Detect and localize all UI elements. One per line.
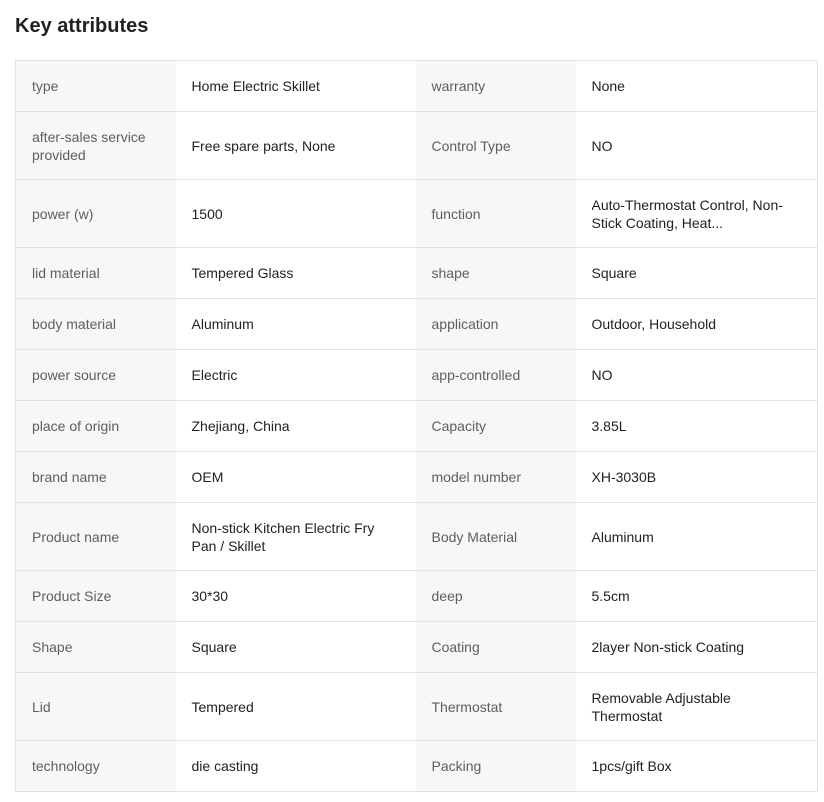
attribute-name: shape	[416, 248, 576, 299]
attribute-name: Lid	[16, 673, 176, 741]
table-row	[16, 180, 818, 248]
attribute-name: model number	[416, 452, 576, 503]
attribute-value: Tempered Glass	[176, 248, 416, 299]
attribute-name: power (w)	[16, 180, 176, 248]
table-row	[16, 503, 818, 571]
attribute-name: brand name	[16, 452, 176, 503]
table-row	[16, 112, 818, 180]
attribute-value: Tempered	[176, 673, 416, 741]
attribute-name: application	[416, 299, 576, 350]
attribute-name: deep	[416, 571, 576, 622]
attribute-value: 3.85L	[576, 401, 818, 452]
attribute-name: Control Type	[416, 112, 576, 180]
attribute-name: Coating	[416, 622, 576, 673]
attribute-value	[576, 180, 818, 248]
section-title: Key attributes	[15, 15, 149, 37]
attribute-value: OEM	[176, 452, 416, 503]
table-row	[16, 571, 818, 622]
attribute-name: Shape	[16, 622, 176, 673]
attribute-value: 30*30	[176, 571, 416, 622]
attribute-name: app-controlled	[416, 350, 576, 401]
attribute-value: None	[576, 61, 818, 112]
attribute-value: NO	[576, 350, 818, 401]
attribute-value: 1500	[176, 180, 416, 248]
attribute-name: Product Size	[16, 571, 176, 622]
table-row	[16, 61, 818, 112]
attribute-name: Body Material	[416, 503, 576, 571]
attribute-value: Free spare parts, None	[176, 112, 416, 180]
attribute-name: power source	[16, 350, 176, 401]
attribute-value: Square	[176, 622, 416, 673]
table-row	[16, 350, 818, 401]
attribute-value: Home Electric Skillet	[176, 61, 416, 112]
attribute-name: type	[16, 61, 176, 112]
key-attributes-table	[15, 60, 818, 792]
table-row	[16, 673, 818, 741]
attribute-value-text: Auto-Thermostat Control, Non-Stick Coating, Heat...	[591, 196, 783, 231]
table-row	[16, 401, 818, 452]
table-row	[16, 248, 818, 299]
attribute-value: die casting	[176, 741, 416, 792]
attribute-value: Zhejiang, China	[176, 401, 416, 452]
table-row	[16, 299, 818, 350]
attribute-name: function	[416, 180, 576, 248]
attribute-value: Square	[576, 248, 818, 299]
attribute-name: Packing	[416, 741, 576, 792]
attribute-value: Outdoor, Household	[576, 299, 818, 350]
attribute-name: lid material	[16, 248, 176, 299]
attribute-name: technology	[16, 741, 176, 792]
table-row	[16, 741, 818, 792]
attribute-value: Aluminum	[176, 299, 416, 350]
attribute-value: 5.5cm	[576, 571, 818, 622]
attribute-name: after-sales service provided	[16, 112, 176, 180]
attribute-name: Capacity	[416, 401, 576, 452]
attribute-value: Removable Adjustable Thermostat	[576, 673, 818, 741]
attribute-name: Thermostat	[416, 673, 576, 741]
attribute-name: place of origin	[16, 401, 176, 452]
attribute-value: XH-3030B	[576, 452, 818, 503]
attribute-name: Product name	[16, 503, 176, 571]
attribute-value: NO	[576, 112, 818, 180]
attribute-value: Non-stick Kitchen Electric Fry Pan / Skillet	[176, 503, 416, 571]
table-row	[16, 622, 818, 673]
attribute-name: warranty	[416, 61, 576, 112]
attribute-name: body material	[16, 299, 176, 350]
attribute-value: 1pcs/gift Box	[576, 741, 818, 792]
table-row	[16, 452, 818, 503]
attribute-value: Electric	[176, 350, 416, 401]
attribute-value: 2layer Non-stick Coating	[576, 622, 818, 673]
attribute-value: Aluminum	[576, 503, 818, 571]
